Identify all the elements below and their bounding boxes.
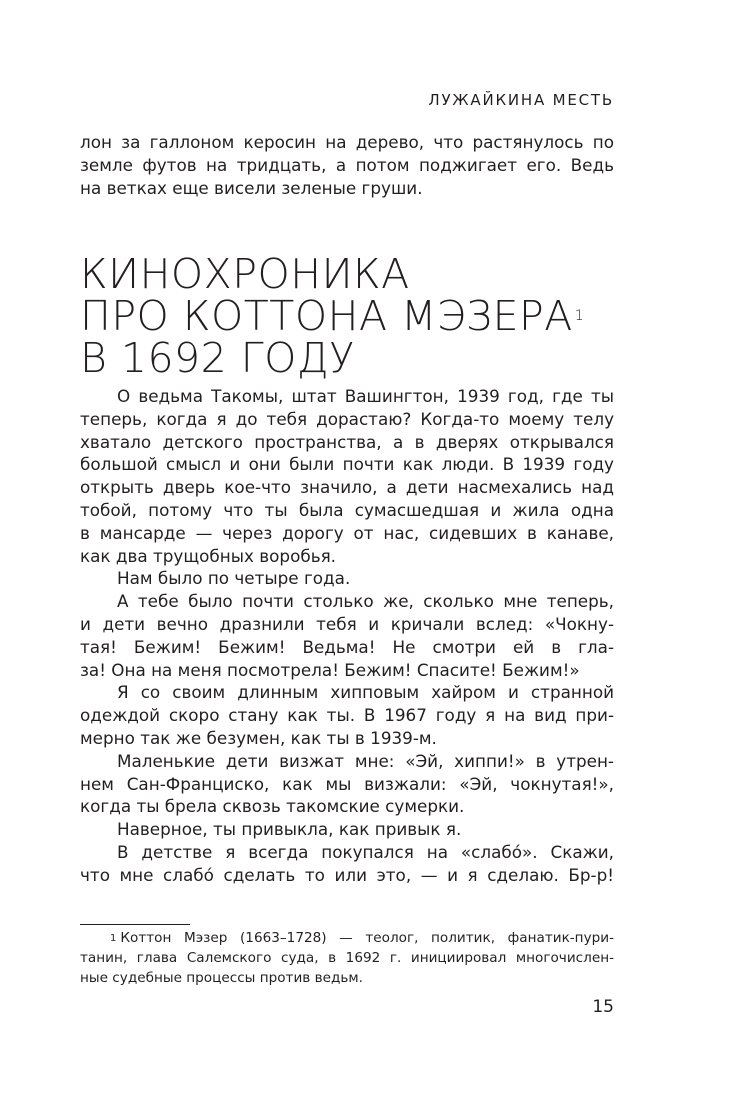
footnote-marker[interactable]: 1 <box>574 308 585 324</box>
text-line: тая! Бежим! Бежим! Ведьма! Не смотри ей в гла- <box>80 636 614 657</box>
text-line: А тебе было почти столько же, сколько мне теперь, <box>117 591 614 612</box>
text-line: Я со своим длинным хипповым хайром и странной <box>117 682 614 703</box>
footnote-number: 1 <box>110 933 117 944</box>
text-line: что мне слабо́ сделать то или это, — и я сделаю. Бр-р! <box>80 864 614 885</box>
text-line: когда ты брела сквозь такомские сумерки. <box>80 796 465 817</box>
text-line: лон за галлоном керосин на дерево, что растянулось по <box>80 132 614 152</box>
text-line: мерно так же безумен, как ты в 1939-м. <box>80 727 437 748</box>
footnote-text: Коттон Мэзер (1663–1728) — теолог, политик, фанатик-пури- <box>120 930 614 946</box>
text-line: большой смысл и они были почти как люди. В 1939 году <box>80 454 614 475</box>
footnote-line: танин, глава Салемского суда, в 1692 г. инициировал многочислен- <box>80 950 614 966</box>
chapter-title-line: КИНОХРОНИКА <box>80 250 410 298</box>
text-line: О ведьма Такомы, штат Вашингтон, 1939 год, где ты <box>117 386 614 406</box>
text-line: Наверное, ты привыкла, как привык я. <box>117 819 462 840</box>
text-line: в мансарде — через дорогу от нас, сидевших в канаве, <box>80 522 614 543</box>
chapter-title-text: ПРО КОТТОНА МЭЗЕРА <box>80 292 573 340</box>
text-line: нем Сан-Франциско, как мы визжали: «Эй, чокнутая!», <box>80 773 614 794</box>
chapter-title <box>80 250 614 382</box>
text-line: Нам было по четыре года. <box>117 568 351 589</box>
footnote-divider <box>80 924 190 925</box>
footnote-line <box>80 928 614 948</box>
text-line: открыть дверь кое-что значило, а дети насмехались над <box>80 477 614 498</box>
running-head: ЛУЖАЙКИНА МЕСТЬ <box>428 91 614 109</box>
footnote-line: ные судебные процессы против ведьм. <box>80 970 364 986</box>
footnote <box>80 928 614 988</box>
chapter-title-line <box>80 292 614 340</box>
top-paragraph <box>80 131 614 199</box>
text-line: земле футов на тридцать, а потом поджигает его. Ведь <box>80 154 614 175</box>
text-line: одеждой скоро стану как ты. В 1967 году я на вид при- <box>80 705 614 726</box>
text-line: тобой, потому что ты была сумасшедшая и жила одна <box>80 499 614 520</box>
body-text <box>80 385 614 887</box>
page-number: 15 <box>592 997 614 1017</box>
text-line: на ветках еще висели зеленые груши. <box>80 177 423 198</box>
text-line: и дети вечно дразнили тебя и кричали вслед: «Чокну- <box>80 613 614 634</box>
text-line: В детстве я всегда покупался на «слабо́». Скажи, <box>117 841 614 862</box>
text-line: хватало детского пространства, а в дверях открывался <box>80 431 614 452</box>
text-line: Маленькие дети визжат мне: «Эй, хиппи!» в утрен- <box>117 750 614 771</box>
text-line: как два трущобных воробья. <box>80 545 337 566</box>
text-line: теперь, когда я до тебя дорастаю? Когда-то моему телу <box>80 408 614 429</box>
chapter-title-line: В 1692 ГОДУ <box>80 334 355 382</box>
text-line: за! Она на меня посмотрела! Бежим! Спасите! Бежим!» <box>80 659 580 680</box>
